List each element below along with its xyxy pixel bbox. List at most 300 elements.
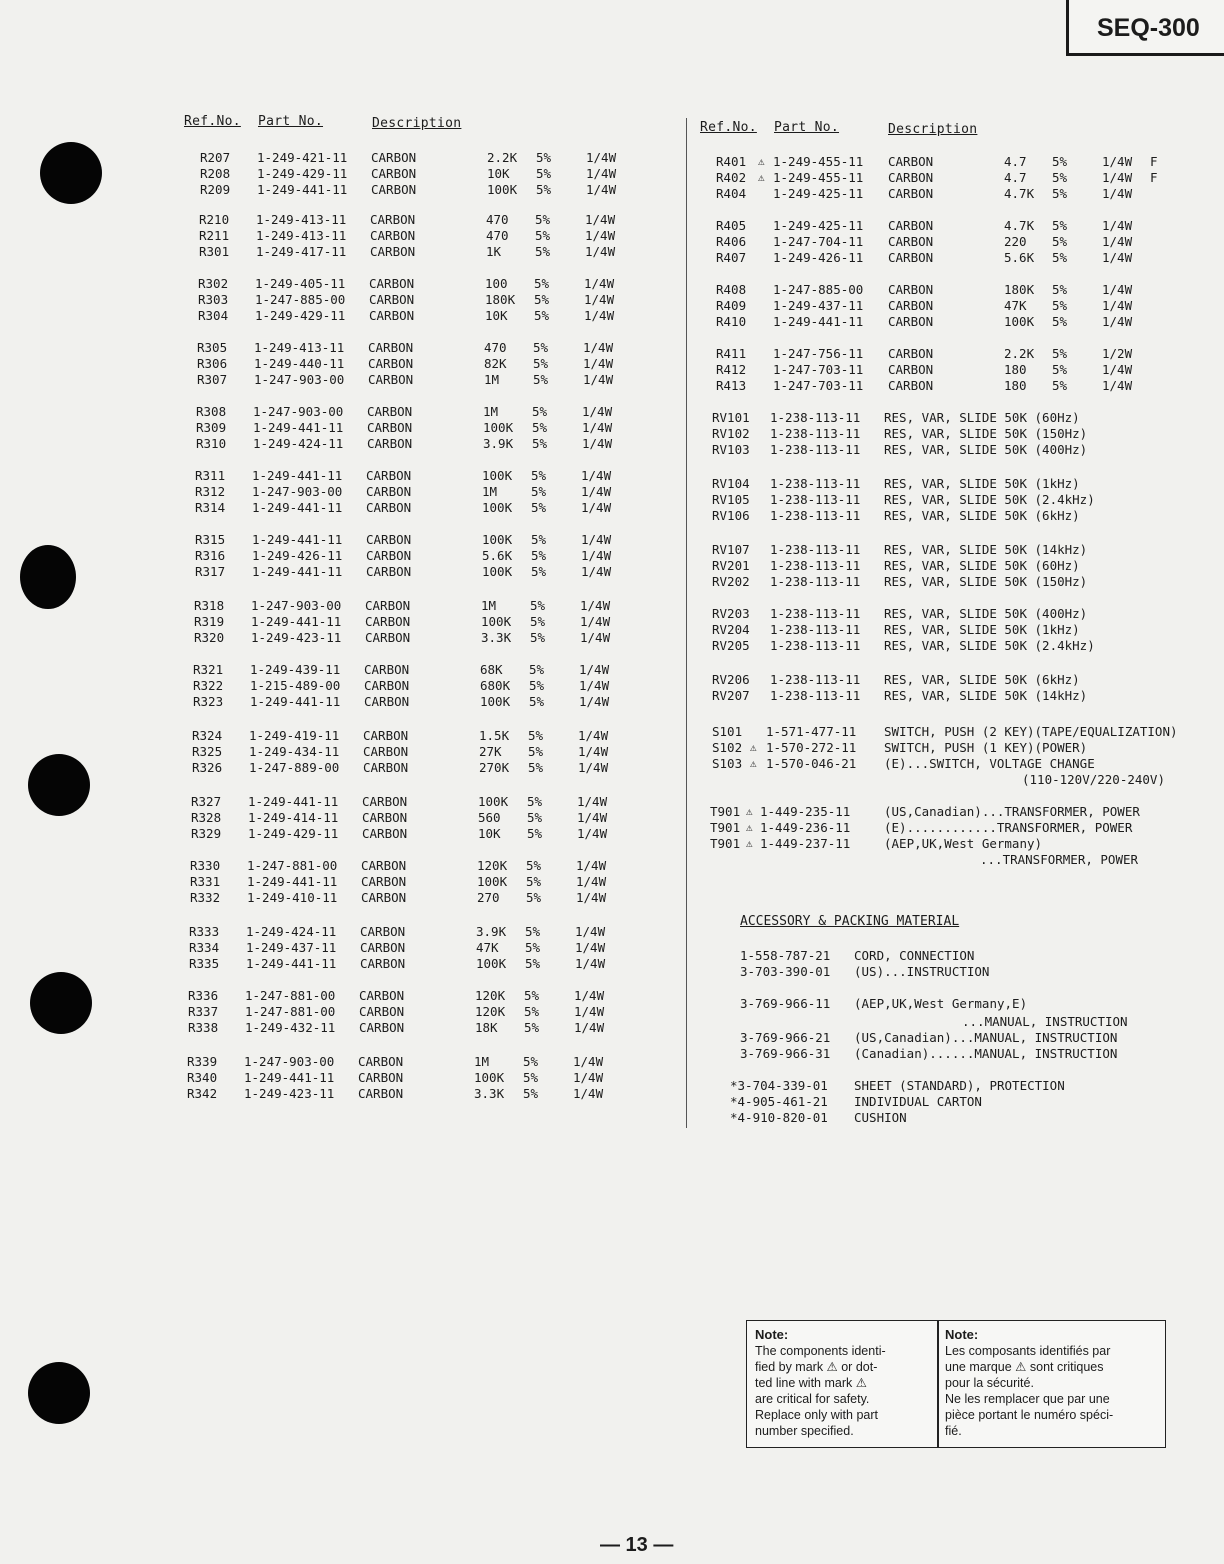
part-no: 1-238-113-11 [770,688,861,703]
part-wattage: 1/4W [578,728,609,743]
part-description: CARBON [369,292,415,307]
part-tolerance: 5% [524,1004,540,1019]
part-description: CARBON [365,598,411,613]
part-description: CARBON [363,728,409,743]
ref-no: R339 [187,1054,218,1069]
ref-no: RV107 [712,542,750,557]
ref-no: R331 [190,874,221,889]
part-tolerance: 5% [536,150,552,165]
part-wattage: 1/4W [574,1004,605,1019]
part-no: 1-247-903-00 [251,598,342,613]
part-value: 2.2K [1004,346,1035,361]
ref-no: T901 [710,836,741,851]
part-row [716,346,1224,362]
part-row [199,228,719,244]
ref-no: R303 [198,292,229,307]
part-value: 3.9K [476,924,507,939]
ref-no: R319 [194,614,225,629]
part-description: CARBON [368,356,414,371]
note-english-line: Replace only with part [755,1408,878,1422]
part-description: RES, VAR, SLIDE 50K (14kHz) [884,688,1088,703]
ref-no: R208 [200,166,231,181]
ref-no: R412 [716,362,747,377]
part-no: 1-238-113-11 [770,558,861,573]
part-description: RES, VAR, SLIDE 50K (400Hz) [884,606,1088,621]
part-tolerance: 5% [532,436,548,451]
ref-no: R321 [193,662,224,677]
part-no: 1-238-113-11 [770,410,861,425]
part-description: CARBON [362,794,408,809]
part-description: CARBON [888,186,934,201]
part-description: RES, VAR, SLIDE 50K (60Hz) [884,558,1080,573]
ref-no: R342 [187,1086,218,1101]
part-tolerance: 5% [536,182,552,197]
part-description: SHEET (STANDARD), PROTECTION [854,1078,1065,1093]
part-row [189,956,709,972]
part-row [191,826,711,842]
part-value: 100 [485,276,508,291]
part-value: 100K [483,420,514,435]
part-tolerance: 5% [531,564,547,579]
part-no: 1-247-903-00 [244,1054,335,1069]
part-value: 10K [485,308,508,323]
safety-mark-icon: ⚠ [750,741,757,754]
part-value: 100K [480,694,511,709]
part-wattage: 1/4W [581,548,612,563]
part-no: 1-249-426-11 [773,250,864,265]
part-row [193,694,713,710]
part-row [712,606,1224,622]
part-row [197,356,717,372]
part-description: SWITCH, PUSH (2 KEY)(TAPE/EQUALIZATION) [884,724,1178,739]
safety-mark-icon: ⚠ [746,805,753,818]
ref-no: T901 [710,820,741,835]
part-row [716,298,1224,314]
part-tolerance: 5% [527,794,543,809]
part-tolerance: 5% [1052,218,1068,233]
part-value: 100K [482,532,513,547]
part-row [712,688,1224,704]
part-row [193,678,713,694]
ref-no: R410 [716,314,747,329]
safety-mark-icon: ⚠ [746,821,753,834]
part-row [712,672,1224,688]
part-wattage: 1/4W [580,630,611,645]
part-value: 47K [1004,298,1027,313]
part-no: 1-247-703-11 [773,362,864,377]
part-no: *3-704-339-01 [730,1078,828,1093]
part-wattage: 1/4W [574,1020,605,1035]
part-tolerance: 5% [1052,298,1068,313]
ref-no: R335 [189,956,220,971]
part-value: 100K [474,1070,505,1085]
part-row [191,810,711,826]
ref-no: R409 [716,298,747,313]
ref-no: R325 [192,744,223,759]
part-row [716,378,1224,394]
part-wattage: 1/4W [576,858,607,873]
part-no: 1-249-455-11 [773,170,864,185]
part-no: 1-238-113-11 [770,426,861,441]
part-wattage: 1/4W [1102,314,1133,329]
part-description: (US,Canadian)...MANUAL, INSTRUCTION [854,1030,1118,1045]
part-description: RES, VAR, SLIDE 50K (150Hz) [884,574,1088,589]
part-no: 1-249-441-11 [257,182,348,197]
ref-no: R408 [716,282,747,297]
part-value: 10K [487,166,510,181]
part-row [716,186,1224,202]
part-description: CARBON [361,858,407,873]
part-no: 1-249-441-11 [244,1070,335,1085]
part-description: CARBON [358,1070,404,1085]
part-no: 1-449-235-11 [760,804,851,819]
part-row [190,874,710,890]
part-description: RES, VAR, SLIDE 50K (1kHz) [884,622,1080,637]
part-tolerance: 5% [1052,378,1068,393]
part-value: 100K [482,468,513,483]
part-no: 1-247-889-00 [249,760,340,775]
part-description: (AEP,UK,West Germany) [884,836,1043,851]
part-value: 27K [479,744,502,759]
part-tolerance: 5% [1052,362,1068,377]
part-tolerance: 5% [532,404,548,419]
part-description: CARBON [364,662,410,677]
part-no: 1-249-441-11 [250,694,341,709]
part-row [188,1004,708,1020]
part-row [197,372,717,388]
ref-no: S101 [712,724,743,739]
note-french-line: pièce portant le numéro spéci- [945,1408,1114,1422]
part-row [191,794,711,810]
ref-no: R327 [191,794,222,809]
part-description: CARBON [362,810,408,825]
part-description: CARBON [888,282,934,297]
ref-no: R320 [194,630,225,645]
part-no: 3-769-966-21 [740,1030,831,1045]
binder-hole [28,1362,90,1424]
part-value: 1.5K [479,728,510,743]
part-row [716,170,1224,186]
part-no: 1-249-413-11 [256,212,347,227]
part-tolerance: 5% [528,760,544,775]
ref-no: R322 [193,678,224,693]
part-no: 1-249-429-11 [255,308,346,323]
part-wattage: 1/4W [574,988,605,1003]
ref-no: R302 [198,276,229,291]
part-row [198,276,718,292]
accessory-row [730,948,1224,964]
part-tolerance: 5% [529,678,545,693]
part-no: 1-249-441-11 [252,532,343,547]
ref-no: R340 [187,1070,218,1085]
part-wattage: 1/4W [1102,186,1133,201]
part-wattage: 1/4W [1102,154,1133,169]
part-wattage: 1/4W [575,940,606,955]
part-value: 1M [482,484,498,499]
part-tolerance: 5% [529,694,545,709]
part-value: 270 [477,890,500,905]
part-no: 1-249-429-11 [257,166,348,181]
part-description: RES, VAR, SLIDE 50K (150Hz) [884,426,1088,441]
part-wattage: 1/4W [581,484,612,499]
part-no: 3-703-390-01 [740,964,831,979]
part-description: CARBON [359,988,405,1003]
part-description: CARBON [366,532,412,547]
part-wattage: 1/4W [582,436,613,451]
accessory-row [730,1094,1224,1110]
right-header-ref: Ref.No. [700,120,757,135]
part-row [716,154,1224,170]
ref-no: R316 [195,548,226,563]
part-description: SWITCH, PUSH (1 KEY)(POWER) [884,740,1088,755]
part-row [712,492,1224,508]
part-row [187,1070,707,1086]
part-no: 1-238-113-11 [770,574,861,589]
part-value: 4.7K [1004,186,1035,201]
part-no: 1-247-881-00 [245,1004,336,1019]
part-wattage: 1/4W [579,694,610,709]
part-no: 1-249-455-11 [773,154,864,169]
part-description: ...MANUAL, INSTRUCTION [962,1014,1128,1029]
part-row [710,820,1224,836]
part-no: 1-249-405-11 [255,276,346,291]
part-no: 1-249-441-11 [773,314,864,329]
part-description: INDIVIDUAL CARTON [854,1094,982,1109]
part-wattage: 1/4W [573,1086,604,1101]
part-value: 1M [484,372,500,387]
part-value: 100K [487,182,518,197]
part-value: 47K [476,940,499,955]
ref-no: RV101 [712,410,750,425]
part-description: (E)...SWITCH, VOLTAGE CHANGE [884,756,1095,771]
part-wattage: 1/4W [581,564,612,579]
left-header-desc: Description [372,116,462,131]
part-description: CARBON [371,150,417,165]
note-english-line: The components identi- [755,1344,886,1358]
part-row [195,532,715,548]
ref-no: T901 [710,804,741,819]
part-row [196,404,716,420]
part-description: (US)...INSTRUCTION [854,964,990,979]
ref-no: R305 [197,340,228,355]
part-description: CARBON [359,1004,405,1019]
note-english [755,1327,931,1439]
part-no: 1-249-441-11 [251,614,342,629]
ref-no: R337 [188,1004,219,1019]
part-wattage: 1/4W [580,598,611,613]
ref-no: R328 [191,810,222,825]
page-number: — 13 — [600,1534,674,1556]
part-no: 1-247-881-00 [245,988,336,1003]
safety-mark-icon: ⚠ [750,757,757,770]
part-wattage: 1/4W [586,150,617,165]
part-row [712,558,1224,574]
part-value: 5.6K [1004,250,1035,265]
part-row [188,1020,708,1036]
part-row [716,250,1224,266]
part-description: CARBON [888,250,934,265]
part-row [712,622,1224,638]
part-tolerance: 5% [530,614,546,629]
part-tolerance: 5% [531,532,547,547]
part-wattage: 1/4W [581,532,612,547]
part-no: 1-247-903-00 [253,404,344,419]
part-row [716,314,1224,330]
part-value: 270K [479,760,510,775]
binder-hole [40,142,102,204]
ref-no: R411 [716,346,747,361]
part-description: CARBON [361,890,407,905]
part-row [189,924,709,940]
part-tolerance: 5% [526,890,542,905]
ref-no: R334 [189,940,220,955]
part-no: 1-247-903-00 [254,372,345,387]
part-value: 1M [474,1054,490,1069]
safety-note-box [746,1320,1166,1448]
part-description: CUSHION [854,1110,907,1125]
accessory-title: ACCESSORY & PACKING MATERIAL [740,914,960,929]
part-row [712,756,1212,772]
part-row [189,940,709,956]
part-row [710,804,1224,820]
accessory-row [730,1030,1224,1046]
part-tolerance: 5% [534,292,550,307]
part-description: CARBON [888,170,934,185]
ref-no: R318 [194,598,225,613]
part-row [198,292,718,308]
part-no: 1-238-113-11 [770,476,861,491]
part-no: 1-249-441-11 [252,468,343,483]
part-row [199,244,719,260]
safety-mark-icon: ⚠ [758,171,765,184]
note-french-title: Note: [945,1327,979,1342]
part-wattage: 1/4W [579,662,610,677]
part-wattage: 1/4W [1102,234,1133,249]
ref-no: R211 [199,228,230,243]
ref-no: R326 [192,760,223,775]
part-wattage: 1/4W [583,372,614,387]
part-value: 4.7K [1004,218,1035,233]
note-english-title: Note: [755,1327,789,1342]
part-wattage: 1/4W [586,182,617,197]
note-french [945,1327,1161,1439]
part-wattage: 1/4W [573,1070,604,1085]
part-row [710,836,1224,852]
part-tolerance: 5% [527,810,543,825]
part-tolerance: 5% [525,924,541,939]
note-french-line: fié. [945,1424,962,1438]
ref-no: RV205 [712,638,750,653]
part-tolerance: 5% [531,548,547,563]
part-description: CARBON [360,940,406,955]
part-row [712,574,1224,590]
part-no: 1-249-410-11 [247,890,338,905]
part-wattage: 1/4W [1102,170,1133,185]
part-description: CARBON [888,298,934,313]
ref-no: R336 [188,988,219,1003]
part-row [200,166,720,182]
part-row [200,150,720,166]
ref-no: R406 [716,234,747,249]
part-no: 1-249-441-11 [246,956,337,971]
part-value: 560 [478,810,501,825]
part-tolerance: 5% [535,212,551,227]
part-wattage: 1/4W [576,890,607,905]
binder-hole [30,972,92,1034]
part-value: 100K [481,614,512,629]
part-row [716,234,1224,250]
part-description: CARBON [364,694,410,709]
part-value: 100K [477,874,508,889]
binder-hole [20,545,76,609]
part-description: RES, VAR, SLIDE 50K (6kHz) [884,672,1080,687]
part-no: 1-238-113-11 [770,672,861,687]
ref-no: RV206 [712,672,750,687]
part-wattage: 1/4W [581,468,612,483]
part-no: 1-249-437-11 [773,298,864,313]
part-tolerance: 5% [523,1054,539,1069]
part-value: 4.7 [1004,170,1027,185]
part-no: 1-571-477-11 [766,724,857,739]
part-value: 10K [478,826,501,841]
part-description: (E)............TRANSFORMER, POWER [884,820,1133,835]
part-value: 1M [481,598,497,613]
part-no: 1-449-236-11 [760,820,851,835]
note-french-line: pour la sécurité. [945,1376,1034,1390]
part-wattage: 1/4W [577,810,608,825]
part-tolerance: 5% [1052,346,1068,361]
part-wattage: 1/4W [585,228,616,243]
ref-no: R407 [716,250,747,265]
part-row [712,442,1224,458]
part-description: (AEP,UK,West Germany,E) [854,996,1028,1011]
note-divider [937,1321,939,1447]
part-tolerance: 5% [527,826,543,841]
part-description: CARBON [370,228,416,243]
ref-no: R306 [197,356,228,371]
part-row [712,426,1224,442]
part-wattage: 1/4W [576,874,607,889]
part-value: 180K [485,292,516,307]
part-value: 100K [478,794,509,809]
safety-mark-icon: ⚠ [758,155,765,168]
part-no: 1-249-413-11 [256,228,347,243]
ref-no: R401 [716,154,747,169]
part-value: 180K [1004,282,1035,297]
part-value: 68K [480,662,503,677]
part-no: 1-238-113-11 [770,638,861,653]
part-description: CARBON [370,244,416,259]
part-wattage: 1/4W [579,678,610,693]
ref-no: RV104 [712,476,750,491]
part-description: CARBON [888,314,934,329]
part-row [712,724,1212,740]
part-tolerance: 5% [532,420,548,435]
part-tolerance: 5% [1052,314,1068,329]
part-no: 1-238-113-11 [770,508,861,523]
part-row [712,410,1224,426]
part-wattage: 1/4W [1102,362,1133,377]
part-value: 470 [486,212,509,227]
accessory-row [730,1046,1224,1062]
part-description: CARBON [358,1054,404,1069]
part-no: 1-249-413-11 [254,340,345,355]
ref-no: R333 [189,924,220,939]
ref-no: R314 [195,500,226,515]
part-value: 180 [1004,378,1027,393]
ref-no: RV201 [712,558,750,573]
part-description: (US,Canadian)...TRANSFORMER, POWER [884,804,1140,819]
